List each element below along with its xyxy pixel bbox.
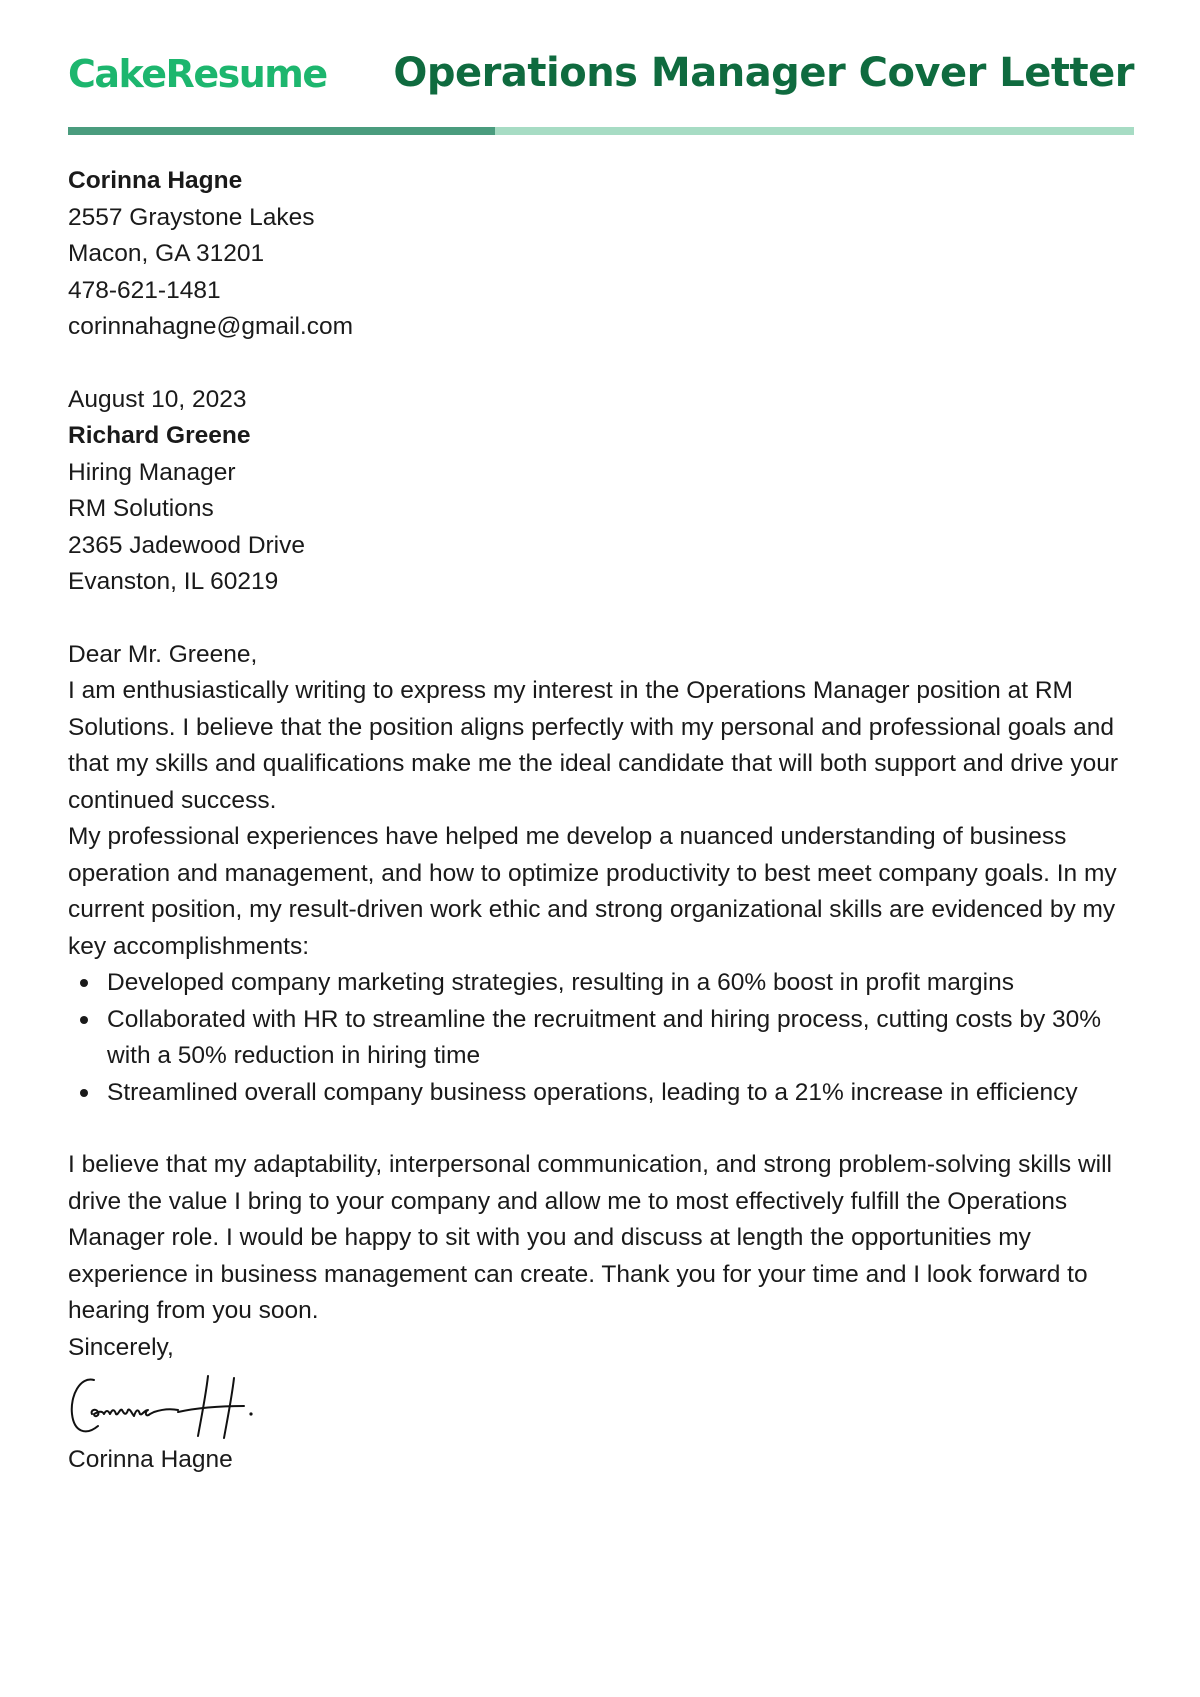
header-divider [68, 127, 1134, 135]
bullet-icon [80, 1016, 88, 1024]
sender-phone: 478-621-1481 [68, 276, 221, 304]
recipient-block [68, 418, 1138, 601]
signer-name: Corinna Hagne [68, 1446, 233, 1473]
header-divider-accent [68, 127, 495, 135]
recipient-address-line1: 2365 Jadewood Drive [68, 531, 305, 559]
body-paragraph-closing: I believe that my adaptability, interpersonal communication, and strong problem-solving skills will drive the value I bring to your company and allow me to most effectively fulfill the Operations Manager role. I would be happy to sit with you and discuss at length the opportunities my experience in business management can create. Thank you for your time and I look forward to hearing from you soon. [68, 1151, 1113, 1324]
letter-date: August 10, 2023 [68, 385, 247, 413]
recipient-title: Hiring Manager [68, 458, 236, 486]
document-title: Operations Manager Cover Letter [393, 50, 1134, 96]
list-item [68, 1075, 1138, 1112]
list-item [68, 1002, 1138, 1075]
recipient-company: RM Solutions [68, 495, 214, 522]
accomplishment-text: Streamlined overall company business operations, leading to a 21% increase in efficiency [107, 1078, 1078, 1106]
sender-name: Corinna Hagne [68, 167, 243, 194]
sender-email: corinnahagne@gmail.com [68, 313, 353, 340]
letter-body [68, 163, 1138, 1479]
bullet-icon [80, 979, 88, 987]
body-paragraph-intro: I am enthusiastically writing to express my interest in the Operations Manager position at RM Solutions. I believe that the position aligns perfectly with my personal and professional goals and that my skills and qualifications make me the ideal candidate that will both support and drive your continued success. [68, 677, 1118, 814]
sender-address-line2: Macon, GA 31201 [68, 240, 265, 267]
accomplishment-text: Developed company marketing strategies, resulting in a 60% boost in profit margins [107, 969, 1014, 996]
accomplishment-text: Collaborated with HR to streamline the recruitment and hiring process, cutting costs by 30% with a 50% reduction in hiring time [107, 1005, 1102, 1069]
salutation: Dear Mr. Greene, [68, 640, 258, 668]
handwritten-signature [68, 1370, 268, 1442]
bullet-icon [80, 1089, 88, 1097]
sender-address-line1: 2557 Graystone Lakes [68, 203, 315, 231]
header-divider-light [495, 127, 1134, 135]
accomplishments-list [68, 965, 1138, 1111]
recipient-address-line2: Evanston, IL 60219 [68, 568, 279, 595]
sender-block [68, 163, 1138, 346]
body-paragraph-experience: My professional experiences have helped me develop a nuanced understanding of business operation and management, and how to optimize productivity to best meet company goals. In my current position, my result-driven work ethic and strong organizational skills are evidenced by my key accomplishments: [68, 823, 1117, 960]
brand-logo: CakeResume [68, 52, 327, 96]
recipient-name: Richard Greene [68, 422, 251, 449]
list-item [68, 965, 1138, 1002]
sign-off: Sincerely, [68, 1333, 174, 1361]
